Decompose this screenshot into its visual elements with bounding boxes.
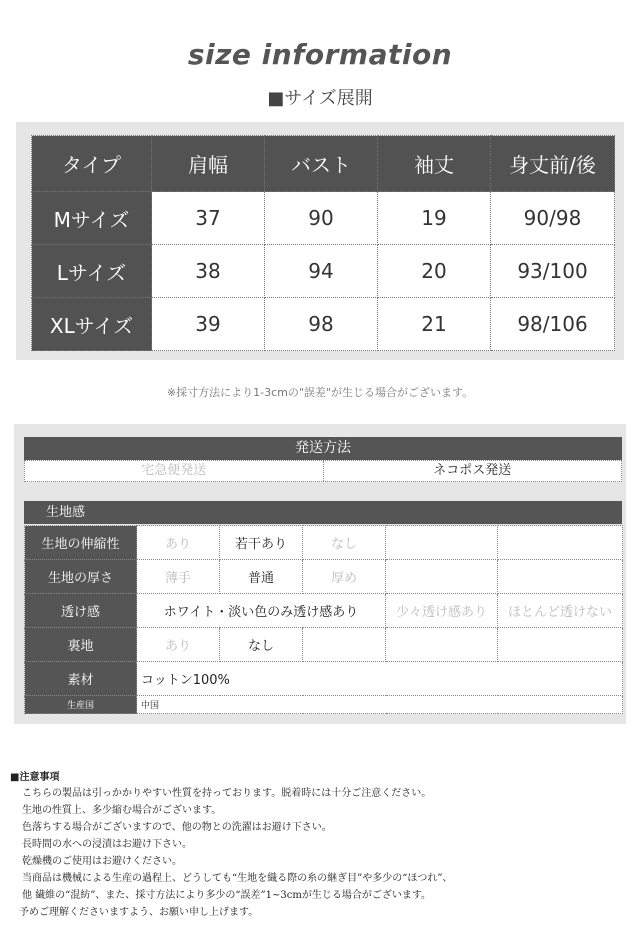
shipping-header: 発送方法	[24, 437, 622, 460]
fabric-option: 薄手	[137, 560, 220, 594]
fabric-option-selected: ホワイト・淡い色のみ透け感あり	[137, 594, 386, 628]
note-line: こちらの製品は引っかかりやすい性質を持っております。脱着時には十分ご注意ください。	[22, 788, 432, 799]
note-line: 当商品は機械による生産の過程上、どうしても“生地を織る際の糸の継ぎ目”や多少の“ほつれ”、	[22, 873, 453, 884]
table-row	[25, 560, 623, 594]
size-label: XLサイズ	[32, 298, 152, 351]
fabric-option: あり	[137, 628, 220, 662]
table-cell: 98	[265, 298, 378, 351]
fabric-option-selected: 若干あり	[220, 526, 303, 560]
empty-cell	[498, 526, 623, 560]
size-header-type: タイプ	[32, 136, 152, 192]
table-row	[25, 628, 623, 662]
fabric-option: 厚め	[303, 560, 386, 594]
origin-value: 中国	[137, 696, 623, 714]
table-cell: 37	[152, 192, 265, 245]
fabric-row-label: 裏地	[25, 628, 137, 662]
origin-label: 生産国	[25, 696, 137, 714]
shipping-options-row	[24, 460, 622, 482]
notes-list	[19, 785, 453, 921]
shipping-option-nekopos: ネコポス発送	[323, 461, 622, 481]
table-cell: 21	[378, 298, 491, 351]
table-row	[25, 526, 623, 560]
size-table-header-row	[32, 136, 615, 192]
fabric-option: 少々透け感あり	[386, 594, 498, 628]
table-row	[32, 192, 615, 245]
fabric-row-label: 透け感	[25, 594, 137, 628]
size-label: Lサイズ	[32, 245, 152, 298]
table-row	[25, 594, 623, 628]
size-label: Mサイズ	[32, 192, 152, 245]
table-row	[25, 696, 623, 714]
fabric-option-selected: なし	[220, 628, 303, 662]
table-cell: 93/100	[491, 245, 615, 298]
fabric-option: ほとんど透けない	[498, 594, 623, 628]
fabric-option: なし	[303, 526, 386, 560]
table-cell: 94	[265, 245, 378, 298]
table-cell: 98/106	[491, 298, 615, 351]
note-line: 生地の性質上、多少縮む場合がございます。	[22, 805, 222, 816]
fabric-table	[24, 525, 623, 714]
note-line: 長時間の水への浸漬はお避け下さい。	[22, 839, 192, 850]
table-row	[32, 245, 615, 298]
table-cell: 90/98	[491, 192, 615, 245]
note-line: 色落ちする場合がございますので、他の物との洗濯はお避け下さい。	[22, 822, 332, 833]
table-row	[25, 662, 623, 696]
note-line: 予めご理解くださいますよう、お願い申し上げます。	[19, 907, 259, 918]
size-measurement-note: ※採寸方法により1-3cmの"誤差"が生じる場合がございます。	[166, 386, 474, 399]
size-header-shoulder: 肩幅	[152, 136, 265, 192]
shipping-option-takkyubin: 宅急便発送	[141, 463, 207, 478]
table-cell: 19	[378, 192, 491, 245]
fabric-option: あり	[137, 526, 220, 560]
page-title: size information	[187, 38, 453, 71]
size-table	[31, 135, 615, 351]
empty-cell	[386, 560, 498, 594]
table-cell: 39	[152, 298, 265, 351]
empty-cell	[386, 526, 498, 560]
fabric-option-selected: 普通	[220, 560, 303, 594]
size-header-bust: バスト	[265, 136, 378, 192]
size-header-length: 身丈前/後	[491, 136, 615, 192]
table-cell: 20	[378, 245, 491, 298]
table-row	[32, 298, 615, 351]
notes-title: ■注意事項	[10, 772, 60, 783]
material-label: 素材	[25, 662, 137, 696]
fabric-row-label: 生地の伸縮性	[25, 526, 137, 560]
empty-cell	[386, 628, 498, 662]
fabric-row-label: 生地の厚さ	[25, 560, 137, 594]
note-line: 他 繊維の“混紡”、また、採寸方法により多少の“誤差”1~3cmが生じる場合がございます。	[22, 890, 432, 901]
note-line: 乾燥機のご使用はお避けください。	[22, 856, 182, 867]
table-cell: 38	[152, 245, 265, 298]
fabric-header: 生地感	[24, 501, 622, 524]
size-header-sleeve: 袖丈	[378, 136, 491, 192]
empty-cell	[303, 628, 386, 662]
material-value: コットン100%	[137, 662, 623, 696]
table-cell: 90	[265, 192, 378, 245]
empty-cell	[498, 560, 623, 594]
empty-cell	[498, 628, 623, 662]
section-subtitle: ■サイズ展開	[267, 88, 373, 109]
